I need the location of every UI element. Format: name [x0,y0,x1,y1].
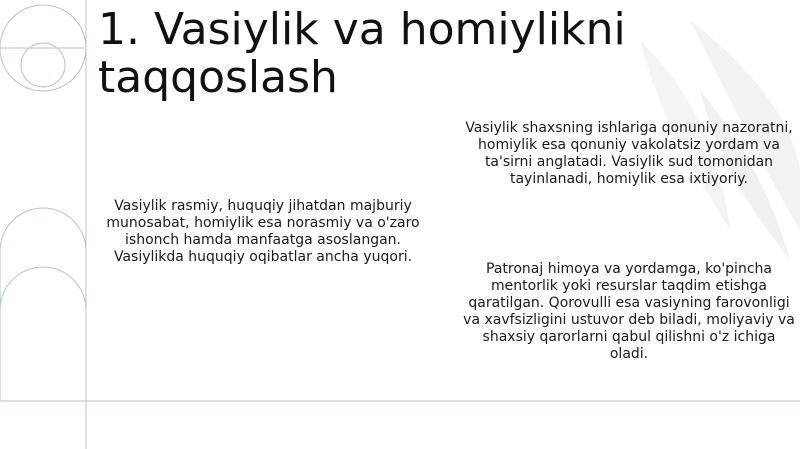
slide-title: 1. Vasiylik va homiylikni taqqoslash [98,4,626,103]
text-block-top-right: Vasiylik shaxsning ishlariga qonuniy nazoratni, homiylik esa qonuniy vakolatsiz yordam va ta'sirni anglatadi. Vasiylik sud tomonidan tayinlanadi, homiylik esa ixtiyoriy. [465,120,793,187]
text-block-bottom-right: Patronaj himoya va yordamga, ko'pincha mentorlik yoki resurslar taqdim etishga qaratilgan. Qorovulli esa vasiyning farovonligi va xavfsizligini ustuvor deb biladi, moliyaviy va shaxsiy qarorlarni qabul qilishni o'z ichiga oladi. [463,261,795,362]
text-block-left: Vasiylik rasmiy, huquqiy jihatdan majburiy munosabat, homiylik esa norasmiy va o'zaro ishonch hamda manfaatga asoslangan. Vasiylikda huquqiy oqibatlar ancha yuqori. [106,198,420,265]
